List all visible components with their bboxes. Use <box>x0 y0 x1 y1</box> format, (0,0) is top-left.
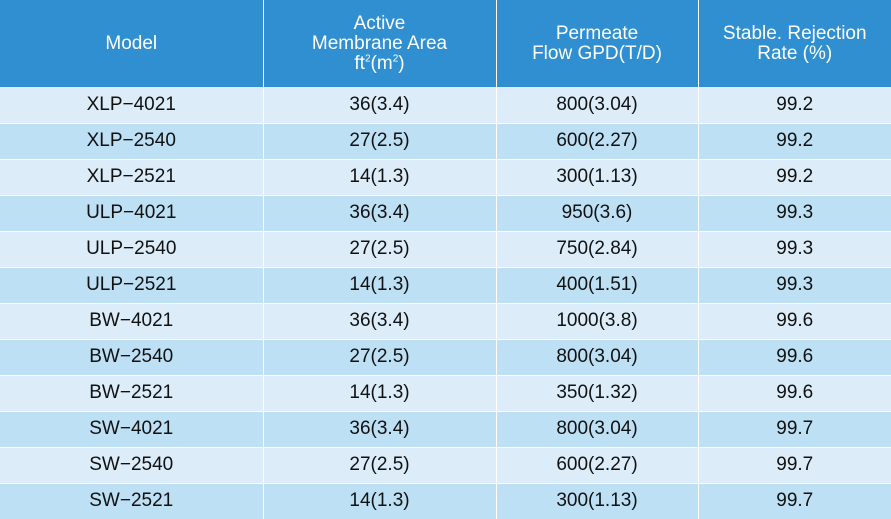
area-unit-sup1: 2 <box>364 53 371 65</box>
cell-flow: 600(2.27) <box>496 447 698 483</box>
table-row <box>0 231 891 267</box>
cell-rejection: 99.7 <box>698 447 891 483</box>
cell-flow: 400(1.51) <box>496 267 698 303</box>
cell-model: BW−4021 <box>0 303 263 339</box>
cell-area: 14(1.3) <box>263 159 496 195</box>
cell-model: BW−2540 <box>0 339 263 375</box>
cell-area: 27(2.5) <box>263 123 496 159</box>
cell-model: XLP−2521 <box>0 159 263 195</box>
cell-rejection: 99.3 <box>698 231 891 267</box>
cell-rejection: 99.6 <box>698 339 891 375</box>
cell-area: 36(3.4) <box>263 195 496 231</box>
header-model-text: Model <box>105 32 158 54</box>
cell-model: ULP−4021 <box>0 195 263 231</box>
cell-flow: 1000(3.8) <box>496 303 698 339</box>
cell-model: ULP−2521 <box>0 267 263 303</box>
cell-rejection: 99.3 <box>698 195 891 231</box>
header-area-unit <box>268 54 492 74</box>
cell-area: 36(3.4) <box>263 87 496 123</box>
cell-rejection: 99.2 <box>698 159 891 195</box>
header-flow-line1: Permeate <box>555 22 639 44</box>
cell-area: 36(3.4) <box>263 411 496 447</box>
cell-flow: 800(3.04) <box>496 411 698 447</box>
header-area-line2: Membrane Area <box>311 32 448 54</box>
area-unit-close: ) <box>398 52 405 74</box>
header-model <box>0 0 263 87</box>
cell-model: XLP−2540 <box>0 123 263 159</box>
table-row <box>0 375 891 411</box>
header-permeate-flow <box>496 0 698 87</box>
table-row <box>0 123 891 159</box>
header-membrane-area <box>263 0 496 87</box>
cell-model: SW−2521 <box>0 483 263 519</box>
cell-area: 14(1.3) <box>263 483 496 519</box>
header-rejection-rate <box>698 0 891 87</box>
table-row <box>0 303 891 339</box>
cell-area: 36(3.4) <box>263 303 496 339</box>
cell-rejection: 99.6 <box>698 303 891 339</box>
area-unit-sup2: 2 <box>392 53 399 65</box>
header-flow-line2: Flow GPD(T/D) <box>532 42 662 64</box>
cell-flow: 350(1.32) <box>496 375 698 411</box>
cell-rejection: 99.6 <box>698 375 891 411</box>
cell-area: 14(1.3) <box>263 267 496 303</box>
cell-model: SW−2540 <box>0 447 263 483</box>
cell-rejection: 99.7 <box>698 483 891 519</box>
cell-flow: 800(3.04) <box>496 339 698 375</box>
area-unit-ft: ft <box>354 52 365 74</box>
cell-model: XLP−4021 <box>0 87 263 123</box>
header-rejection-line2: Rate (%) <box>757 42 833 64</box>
header-rejection-line1: Stable. Rejection <box>722 22 867 44</box>
cell-model: BW−2521 <box>0 375 263 411</box>
header-area-line1: Active <box>353 12 406 34</box>
cell-model: SW−4021 <box>0 411 263 447</box>
table-row <box>0 339 891 375</box>
table-row <box>0 87 891 123</box>
table-row <box>0 411 891 447</box>
table-row <box>0 447 891 483</box>
cell-rejection: 99.2 <box>698 87 891 123</box>
cell-area: 27(2.5) <box>263 339 496 375</box>
table-row <box>0 483 891 519</box>
cell-area: 14(1.3) <box>263 375 496 411</box>
table-row <box>0 195 891 231</box>
table-body <box>0 87 891 519</box>
cell-rejection: 99.2 <box>698 123 891 159</box>
cell-rejection: 99.7 <box>698 411 891 447</box>
table-row <box>0 267 891 303</box>
cell-area: 27(2.5) <box>263 447 496 483</box>
cell-flow: 800(3.04) <box>496 87 698 123</box>
cell-model: ULP−2540 <box>0 231 263 267</box>
table-row <box>0 159 891 195</box>
cell-flow: 300(1.13) <box>496 483 698 519</box>
header-row <box>0 0 891 87</box>
table-header <box>0 0 891 87</box>
cell-flow: 600(2.27) <box>496 123 698 159</box>
cell-rejection: 99.3 <box>698 267 891 303</box>
cell-area: 27(2.5) <box>263 231 496 267</box>
cell-flow: 300(1.13) <box>496 159 698 195</box>
cell-flow: 950(3.6) <box>496 195 698 231</box>
cell-flow: 750(2.84) <box>496 231 698 267</box>
area-unit-m: (m <box>370 52 393 74</box>
